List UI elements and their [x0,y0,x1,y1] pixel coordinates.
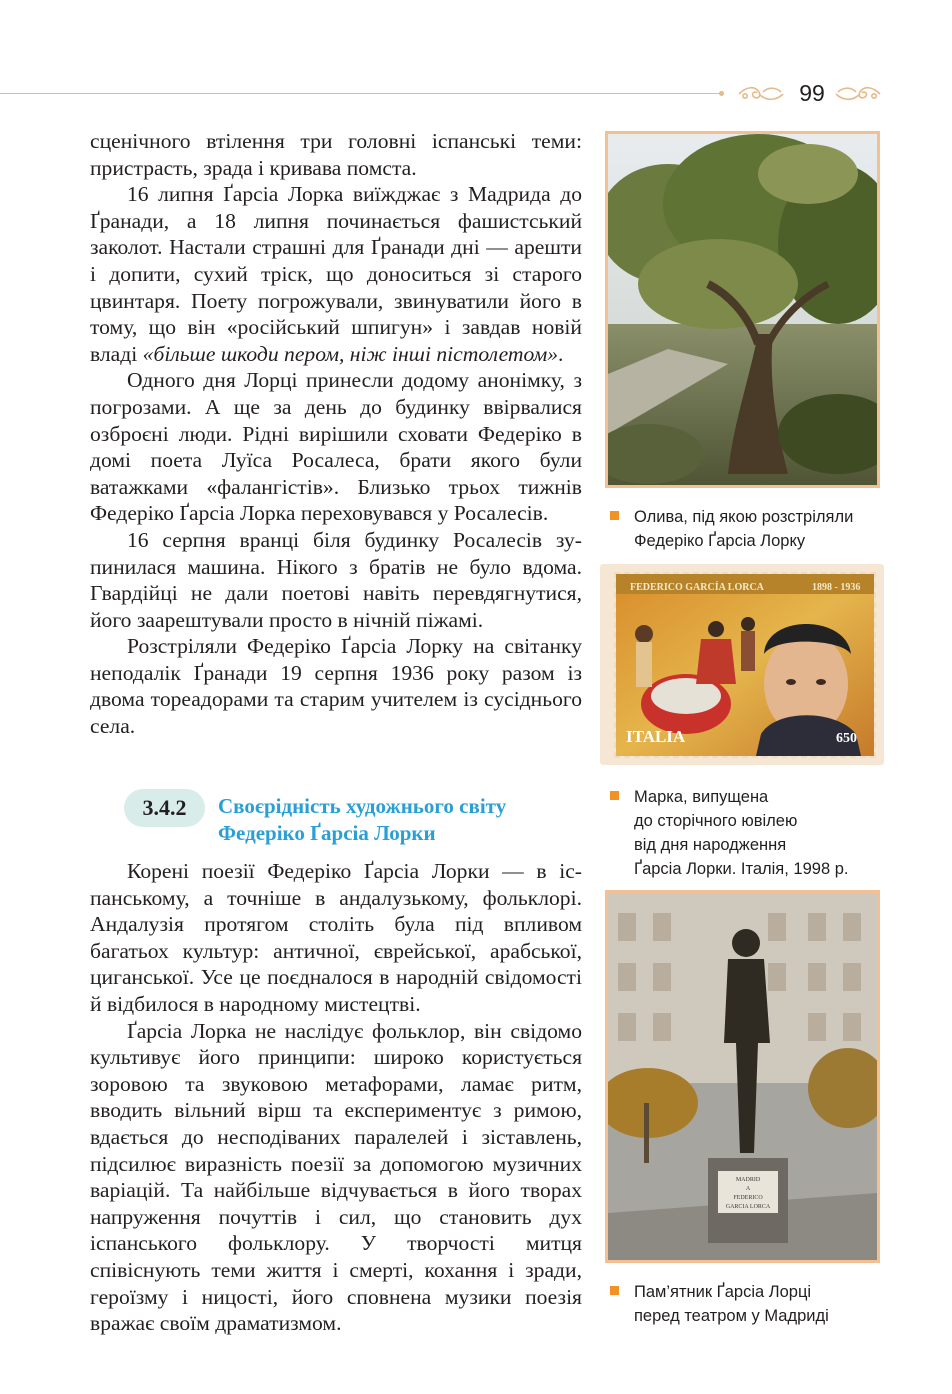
section-number-badge: 3.4.2 [124,789,205,827]
main-text-upper [90,128,582,740]
caption-line: від дня народження [634,836,787,854]
caption-line: до сторічного ювілею [634,812,798,830]
stamp-image [614,572,876,758]
caption-line: Марка, випущена [634,788,769,806]
caption-line: Ґарсіа Лорки. Італія, 1998 р. [634,860,849,878]
header-ornament-icon [737,82,785,106]
paragraph: Розстріляли Федеріко Ґарсіа Лорку на світанку неподалік Ґранади 19 серпня 1936 року разом із двома тореадорами та старим учителем із сусіднього села. [90,634,582,739]
paragraph: Ґарсіа Лорка не наслідує фольклор, він свідомо культивує його принципи: широко користується зоровою та звуковою метафорами, ламає ритм, вводить вільний вірш та експериментує з римою, вдається до несподіваних паралелей і зіставлень, підсилює виразність поезії за допомогою музичних варіацій. Та найбільше відчувається в його творах напруження почуттів і сил, що становить дух іспанського фольклору. У творчості митця співіснують теми життя і смерті, кохання і зради, героїзму і ницості, його сповнена музики поезія вражає своїм драматизмом. [90,1018,582,1336]
caption-bullet-icon [610,511,619,520]
paragraph: Одного дня Лорці принесли додому анонімку, з погрозами. А ще за день до будинку ввірвалися озброєні люди. Рідні вирішили сховати Федеріко в домі поета Луїса Росалеса, брати якого були ватажками «фалангістів». Близько трьох тижнів Федеріко Ґарсіа Лорка переховувався у Росалесів. [90,368,582,526]
plaque-text: A [745,1186,751,1192]
paragraph-text: 16 липня Ґарсіа Лорка виїжджає з Мадрида до Ґранади, а 18 липня починається фашистський заколот. Настали страшні для Ґранади дні — арешти і допити, сухий тріск, що доноситься зі старого цвинтаря. Поету погрожували, звинуватили його в тому, що він «російський шпигун» і завдав новій владі [90,182,582,366]
stamp-caption [610,785,910,881]
paragraph-text: . [558,341,564,366]
paragraph: Корені поезії Федеріко Ґарсіа Лорки — в іспанському, а точніше в андалузькому, фольклорі. Андалузія протягом століть була під впливом багатьох культур: античної, єврейської, арабської, циганської. Усе це поєдналося в народній свідомості й відбилося в народному мистецтві. [90,859,582,1016]
caption-line: Федеріко Ґарсіа Лорку [634,532,806,550]
quote-italic: «більше шкоди пером, ніж інші пістолетом» [142,341,559,366]
stamp-years: 1898 - 1936 [812,582,861,593]
plaque-text: FEDERICO [733,1195,763,1201]
paragraph: 16 серпня вранці біля будинку Росалесів зупинилася машина. Нікого з братів не було вдома. Гвардійці не дали поетові навіть перевдягнутися, його заарештували просто в нічній піжамі. [90,527,582,632]
caption-bullet-icon [610,1286,619,1295]
plaque-text: MADRID [735,1177,761,1183]
plaque-text: GARCIA LORCA [725,1204,771,1210]
section-title [218,793,578,847]
paragraph [90,181,582,367]
stamp-value: 650 [836,731,857,746]
caption-line: перед театром у Мадриді [634,1307,829,1325]
section-title-line: Своєрідність художнього світу [218,794,507,818]
stamp-country: ITALIA [626,727,686,746]
monument-caption [610,1280,910,1328]
olive-tree-photo [605,131,880,488]
olive-caption [610,505,910,553]
monument-photo [605,890,880,1263]
header-rule [0,93,722,94]
caption-line: Пам’ятник Ґарсіа Лорці [634,1283,812,1301]
header-rule-dot [719,91,724,96]
stamp-name: FEDERICO GARCÍA LORCA [630,582,764,593]
paragraph: сценічного втілення три головні іспанські теми: пристрасть, зрада і кривава помста. [90,129,582,180]
header-ornament-icon [834,82,882,106]
caption-bullet-icon [610,791,619,800]
main-text-lower [90,858,582,1337]
page-number: 99 [799,80,825,106]
caption-line: Олива, під якою розстріляли [634,508,854,526]
section-title-line: Федеріко Ґарсіа Лорки [218,821,436,845]
